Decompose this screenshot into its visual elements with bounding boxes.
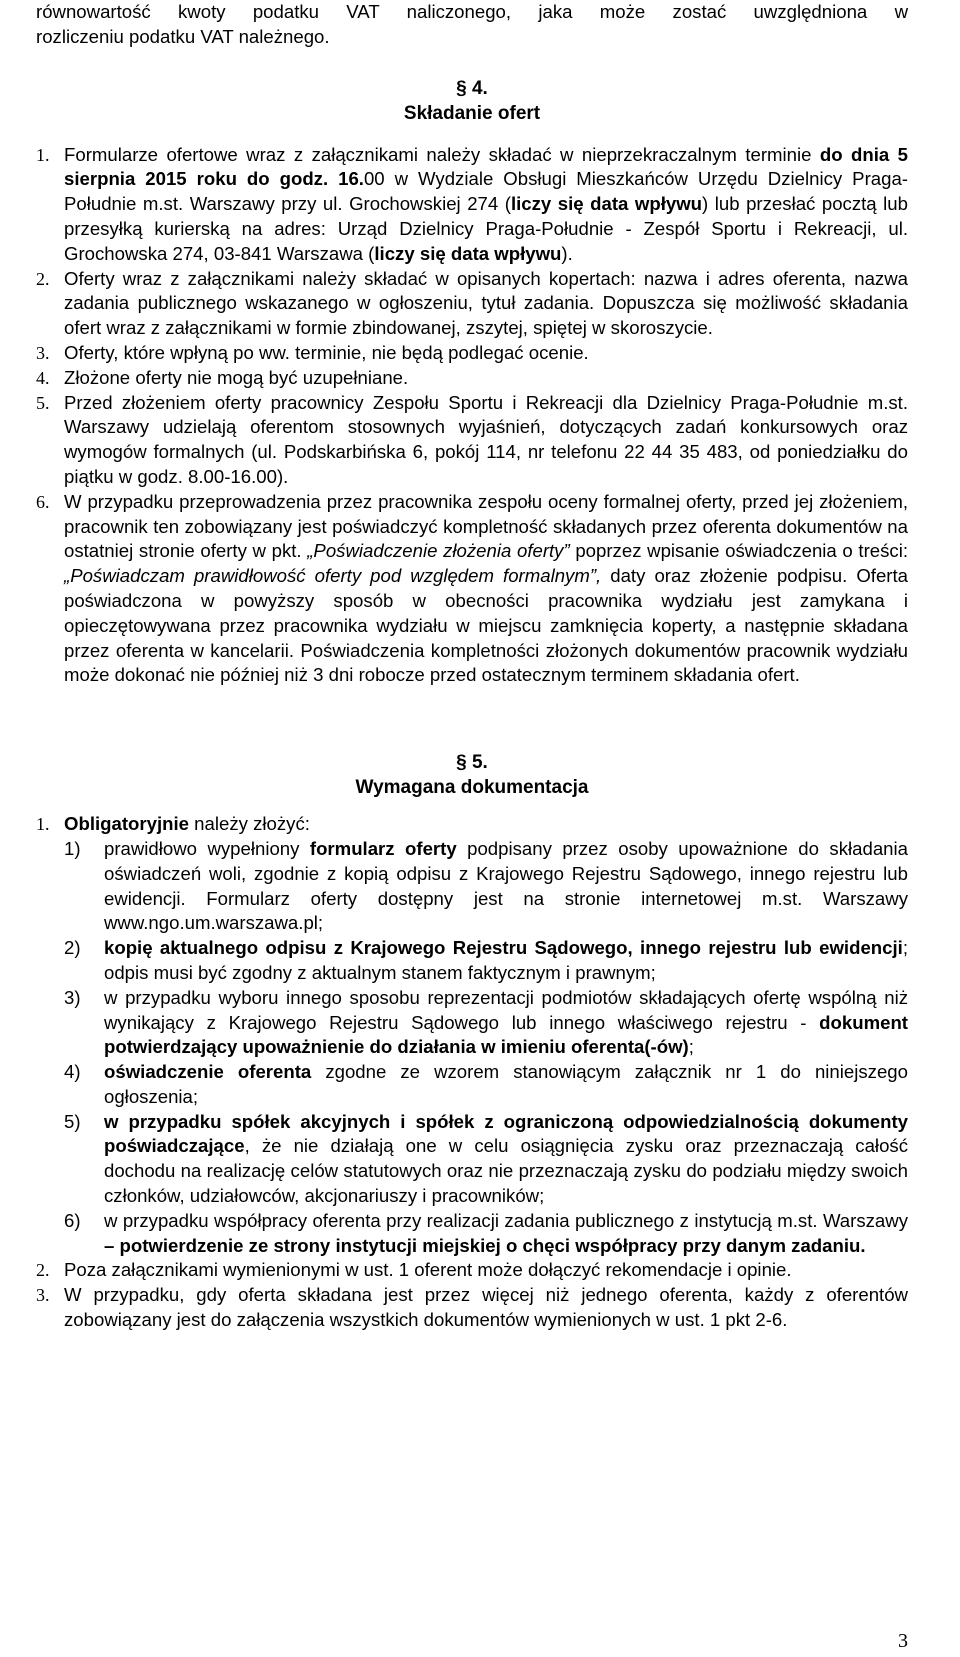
bold-text: Obligatoryjnie <box>64 813 190 835</box>
section-5-item-1 <box>36 1258 908 1283</box>
section-5-subitem-3 <box>64 986 908 1060</box>
text-run: Oferty, które wpłyną po ww. terminie, nie będą podlegać ocenie. <box>64 341 589 363</box>
text-run: Formularze ofertowe wraz z załącznikami należy składać w nieprzekraczalnym terminie <box>64 143 820 165</box>
bold-text: dokument potwierdzający upoważnienie do działania w imieniu oferenta(-ów) <box>104 1011 908 1058</box>
item-text <box>64 391 908 490</box>
text-run: , że nie działają one w celu osiągnięcia zysku oraz przeznaczają całość dochodu na realizację celów statutowych oraz nie przeznaczają zysku do podziału między swoich członków, udziałowców, akcjonariuszy i pracowników; <box>104 1135 908 1207</box>
intro-line-1: równowartość kwoty podatku VAT naliczonego, jaka może zostać uwzględniona w <box>36 1 908 22</box>
section-4-item-6 <box>36 490 908 688</box>
item-number: 4) <box>64 1061 81 1083</box>
bold-text: liczy się data wpływu <box>374 242 562 264</box>
section-5-subitem-4 <box>64 1060 908 1110</box>
item-text <box>64 366 908 391</box>
item-text <box>104 986 908 1060</box>
text-run: ; odpis musi być zgodny z aktualnym stanem faktycznym i prawnym; <box>104 937 908 983</box>
section-5-item-2 <box>36 1283 908 1333</box>
text-run: w przypadku wyboru innego sposobu reprezentacji podmiotów składających ofertę wspólną niż wynikający z Krajowego Rejestru Sądowego lub innego właściwego rejestru - <box>104 986 908 1033</box>
bold-text: oświadczenie oferenta <box>104 1061 312 1083</box>
text-run: ; <box>688 1036 694 1058</box>
section-5-subitem-1 <box>64 837 908 936</box>
bold-text: – potwierdzenie ze strony instytucji miejskiej o chęci współpracy przy danym zadaniu. <box>104 1234 866 1256</box>
text-run: Oferty wraz z załącznikami należy składać w opisanych kopertach: nazwa i adres oferenta, nazwa zadania publicznego wskazanego w ogłoszeniu, tytuł zadania. Dopuszcza się możliwość składania ofert wraz z załącznikami w formie zbindowanej, zszytej, spiętej w skoroszycie. <box>64 267 908 339</box>
italic-text: „Poświadczam prawidłowość oferty pod względem formalnym”, <box>64 565 602 587</box>
section-5-subitem-5 <box>64 1110 908 1209</box>
item-number: 4. <box>36 367 50 388</box>
item-text <box>64 812 908 837</box>
text-run: ) lub przesłać pocztą lub przesyłką kurierską na adres: Urząd Dzielnicy Praga-Południe - Zespół Sportu i Rekreacji, ul. Grochowska 274, 03-841 Warszawa ( <box>64 193 908 264</box>
bold-text: liczy się data wpływu <box>510 193 703 215</box>
text-run: zgodne ze wzorem stanowiącym załącznik nr 1 do niniejszego ogłoszenia; <box>104 1061 908 1107</box>
text-run: w przypadku współpracy oferenta przy realizacji zadania publicznego z instytucją m.st. Warszawy <box>104 1209 908 1231</box>
section-5-subitem-6 <box>64 1209 908 1259</box>
item-text <box>64 490 908 688</box>
section-5-subitem-2 <box>64 936 908 986</box>
section-4-list <box>36 143 908 689</box>
page-number: 3 <box>898 1630 908 1652</box>
item-number: 3. <box>36 342 50 363</box>
section-5-number: § 5. <box>456 752 488 774</box>
section-4-item-4 <box>36 366 908 391</box>
item-text <box>104 1110 908 1209</box>
item-number: 2) <box>64 937 81 959</box>
item-number: 3) <box>64 986 81 1008</box>
item-number: 2. <box>36 1260 50 1281</box>
section-4-item-2 <box>36 267 908 341</box>
text-run: podpisany przez osoby upoważnione do składania oświadczeń woli, zgodnie z kopią odpisu z Krajowego Rejestru Sądowego, innego rejestru lub ewidencji. Formularz oferty dostępny jest na stronie internetowej m.st. Warszawy www.ngo.um.warszawa.pl; <box>104 837 908 934</box>
text-run: prawidłowo wypełniony <box>104 837 310 859</box>
text-run: Złożone oferty nie mogą być uzupełniane. <box>64 366 409 388</box>
text-run: ). <box>561 242 573 264</box>
intro-line-2: rozliczeniu podatku VAT należnego. <box>36 25 330 47</box>
section-4-number: § 4. <box>456 77 488 99</box>
item-number: 1. <box>36 144 50 165</box>
item-number: 5) <box>64 1110 81 1132</box>
bold-text: formularz oferty <box>309 837 457 859</box>
item-number: 2. <box>36 268 50 289</box>
text-run: Poza załącznikami wymienionymi w ust. 1 oferent może dołączyć rekomendacje i opinie. <box>64 1259 792 1281</box>
item-number: 1. <box>36 814 50 835</box>
item-number: 6) <box>64 1209 81 1231</box>
bold-text: do dnia 5 sierpnia 2015 roku do godz. 16. <box>64 143 908 190</box>
section-4-title: Składanie ofert <box>403 102 541 124</box>
item-text <box>104 837 908 936</box>
section-5-list <box>36 1258 908 1332</box>
section-4-item-1 <box>36 143 908 267</box>
bold-text: w przypadku spółek akcyjnych i spółek z ograniczoną odpowiedzialnością dokumenty poświadczające <box>104 1110 908 1157</box>
item-text <box>64 1258 908 1283</box>
item-text <box>64 1283 908 1333</box>
section-5-title: Wymagana dokumentacja <box>355 777 589 799</box>
section-4-item-5 <box>36 391 908 490</box>
item-text <box>64 267 908 341</box>
item-text <box>64 341 908 366</box>
section-5-item-1 <box>36 812 908 837</box>
italic-text: „Poświadczenie złożenia oferty” <box>307 540 570 562</box>
item-text <box>104 936 908 986</box>
item-text <box>104 1060 908 1110</box>
text-run: W przypadku przeprowadzenia przez pracownika zespołu oceny formalnej oferty, przed jej złożeniem, pracownik ten zobowiązany jest poświadczyć kompletność składanych przez oferenta dokumentów na ostatniej stronie oferty w pkt. <box>64 490 908 562</box>
text-run: poprzez wpisanie oświadczenia o treści: <box>569 540 909 562</box>
item-number: 5. <box>36 392 50 413</box>
section-4-item-3 <box>36 341 908 366</box>
section-5-sublist <box>36 837 908 1259</box>
item-text <box>104 1209 908 1259</box>
text-run: 00 w Wydziale Obsługi Mieszkańców Urzędu Dzielnicy Praga-Południe m.st. Warszawy przy ul. Grochowskiej 274 ( <box>64 168 908 215</box>
text-run: Przed złożeniem oferty pracownicy Zespołu Sportu i Rekreacji dla Dzielnicy Praga-Południe m.st. Warszawy udzielają oferentom stosownych wyjaśnień, dotyczących zadań konkursowych oraz wymogów formalnych (ul. Podskarbińska 6, pokój 114, nr telefonu 22 44 35 483, od poniedziałku do piątku w godz. 8.00-16.00). <box>64 391 908 487</box>
item-number: 3. <box>36 1285 50 1306</box>
text-run: należy złożyć: <box>189 813 310 835</box>
bold-text: kopię aktualnego odpisu z Krajowego Rejestru Sądowego, innego rejestru lub ewidencji <box>104 937 903 959</box>
text-run: W przypadku, gdy oferta składana jest przez więcej niż jednego oferenta, każdy z oferentów zobowiązany jest do załączenia wszystkich dokumentów wymienionych w ust. 1 pkt 2-6. <box>64 1284 908 1331</box>
item-number: 6. <box>36 491 50 512</box>
item-number: 1) <box>64 837 81 859</box>
text-run: daty oraz złożenie podpisu. Oferta poświadczona w powyższy sposób w obecności pracownika wydziału jest zamykana i opieczętowywana przez pracownika wydziału w miejscu zamknięcia koperty, a następnie składana przez oferenta w kancelarii. Poświadczenia kompletności złożonych dokumentów pracownik wydziału może dokonać nie później niż 3 dni robocze przed ostatecznym terminem składania ofert. <box>64 565 908 686</box>
item-text <box>64 143 908 267</box>
